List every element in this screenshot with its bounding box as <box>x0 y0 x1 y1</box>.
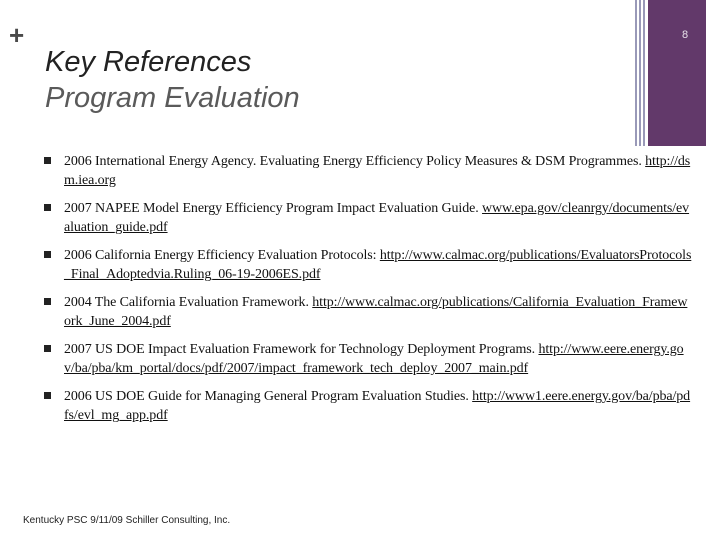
bullet-icon <box>44 204 51 211</box>
list-item <box>44 387 694 425</box>
bullet-icon <box>44 392 51 399</box>
list-item <box>44 246 694 284</box>
bullet-icon <box>44 251 51 258</box>
bullet-icon <box>44 298 51 305</box>
bullet-icon <box>44 157 51 164</box>
reference-text: 2007 NAPEE Model Energy Efficiency Program Impact Evaluation Guide. <box>64 201 483 216</box>
reference-text: 2006 International Energy Agency. Evaluating Energy Efficiency Policy Measures & DSM Programmes. <box>64 154 646 169</box>
list-item <box>44 152 694 190</box>
reference-link[interactable]: http://www.calmac.org/publications/California_Evaluation_Framework_June_2004.pdf <box>64 295 688 329</box>
accent-stripe <box>643 0 645 146</box>
reference-text: 2006 US DOE Guide for Managing General Program Evaluation Studies. <box>64 389 473 404</box>
accent-stripe <box>635 0 637 146</box>
footer-text: Kentucky PSC 9/11/09 Schiller Consulting, Inc. <box>23 515 231 526</box>
reference-text: 2007 US DOE Impact Evaluation Framework for Technology Deployment Programs. <box>64 342 539 357</box>
list-item <box>44 340 694 378</box>
accent-stripe <box>639 0 641 146</box>
reference-link[interactable]: http://www.eere.energy.gov/ba/pba/km_portal/docs/pdf/2007/impact_framework_tech_deploy_2007_main.pdf <box>64 342 684 376</box>
reference-link[interactable]: www.epa.gov/cleanrgy/documents/evaluation_guide.pdf <box>64 201 690 235</box>
list-item <box>44 199 694 237</box>
reference-link[interactable]: http://www1.eere.energy.gov/ba/pba/pdfs/evl_mg_app.pdf <box>64 389 691 423</box>
plus-icon: + <box>9 20 25 50</box>
title-line-2: Program Evaluation <box>45 82 300 114</box>
reference-link[interactable]: http://dsm.iea.org <box>64 154 691 188</box>
accent-stripes <box>635 0 647 146</box>
reference-text: 2004 The California Evaluation Framework. <box>64 295 313 310</box>
reference-text: 2006 California Energy Efficiency Evaluation Protocols: <box>64 248 380 263</box>
list-item <box>44 293 694 331</box>
reference-list <box>44 152 694 434</box>
title-line-1: Key References <box>45 46 252 78</box>
accent-bar <box>648 0 706 146</box>
bullet-icon <box>44 345 51 352</box>
reference-link[interactable]: http://www.calmac.org/publications/EvaluatorsProtocols_Final_Adoptedvia.Ruling_06-19-2006ES.pdf <box>64 248 692 282</box>
slide-number: 8 <box>682 29 689 41</box>
slide-title <box>45 44 300 116</box>
